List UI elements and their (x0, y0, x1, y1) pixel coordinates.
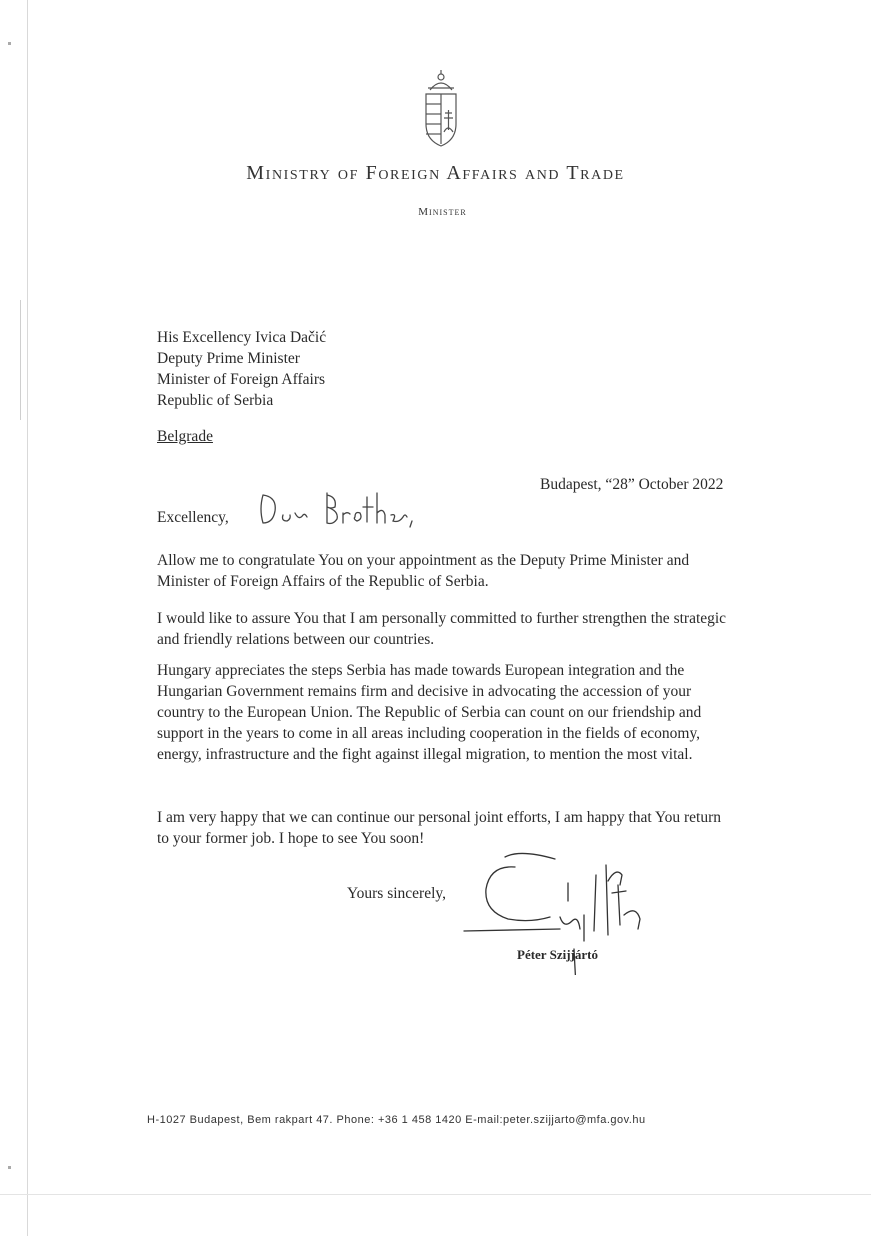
salutation: Excellency, (157, 509, 229, 526)
addressee-country: Republic of Serbia (157, 392, 274, 409)
scan-speck (8, 42, 11, 45)
closing: Yours sincerely, (347, 885, 447, 902)
letter-date: Budapest, “28” October 2022 (540, 476, 724, 493)
minister-subtitle: Minister (418, 206, 467, 218)
addressee-title-1: Deputy Prime Minister (157, 350, 300, 367)
scan-edge-line (20, 300, 21, 420)
ministry-title: Ministry of Foreign Affairs and Trade (246, 162, 625, 184)
scan-bottom-line (0, 1194, 871, 1195)
paragraph-2: I would like to assure You that I am personally committed to further strengthen the strategic and friendly relations between our countries. (157, 610, 727, 648)
addressee-city: Belgrade (157, 428, 213, 445)
addressee-name: His Excellency Ivica Dačić (157, 329, 327, 346)
addressee-title-2: Minister of Foreign Affairs (157, 371, 326, 388)
letterhead-footer: H-1027 Budapest, Bem rakpart 47. Phone: +36 1 458 1420 E-mail:peter.szijjarto@mfa.gov.hu (147, 1114, 646, 1126)
paragraph-1: Allow me to congratulate You on your appointment as the Deputy Prime Minister and Minister of Foreign Affairs of the Republic of Serbia. (157, 552, 690, 590)
signatory-name: Péter Szijjártó (517, 947, 598, 962)
paragraph-4: I am very happy that we can continue our personal joint efforts, I am happy that You return to your former job. I hope to see You soon! (157, 809, 722, 847)
hungarian-coat-of-arms-icon (416, 68, 466, 148)
paragraph-3: Hungary appreciates the steps Serbia has made towards European integration and the Hungarian Government remains firm and decisive in advocating the accession of your country to the European Union. The Republic of Serbia can count on our friendship and support in the years to come in all areas including cooperation in the fields of economy, energy, infrastructure and the fight against illegal migration, to mention the most vital. (157, 662, 702, 763)
scan-edge-line (27, 0, 28, 1236)
scan-speck (8, 1166, 11, 1169)
handwritten-salutation (257, 487, 417, 531)
